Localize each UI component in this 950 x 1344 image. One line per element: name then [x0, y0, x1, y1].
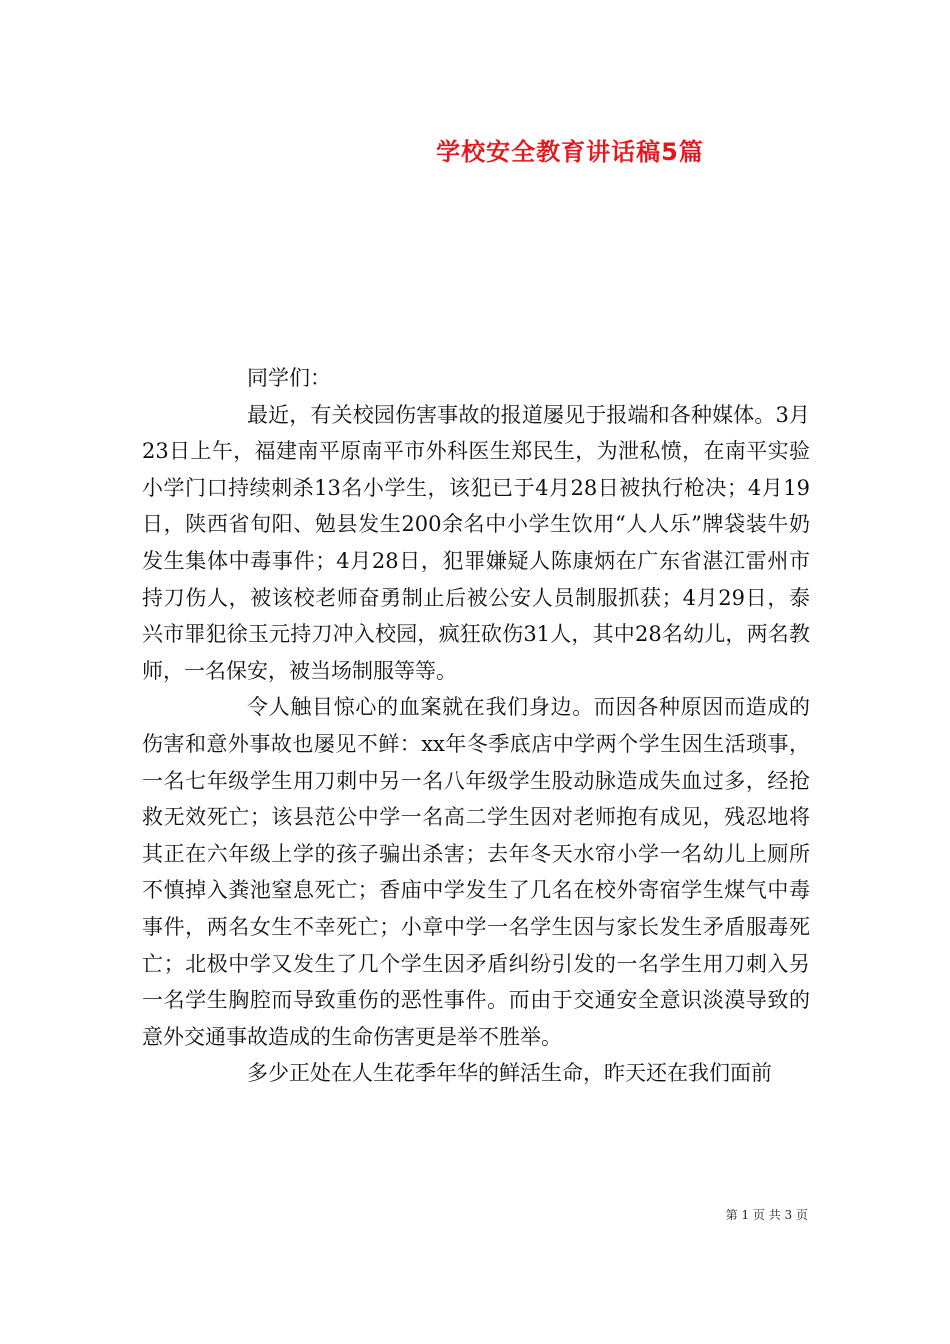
- document-body: [142, 360, 810, 1092]
- paragraph-3: 多少正处在人生花季年华的鲜活生命，昨天还在我们面前: [247, 1061, 772, 1086]
- document-title: 学校安全教育讲话稿5篇: [436, 138, 704, 166]
- page-number: 第 1 页 共 3 页: [725, 1208, 808, 1222]
- paragraph-1: 最近，有关校园伤害事故的报道屡见于报端和各种媒体。3月23日上午，福建南平原南平市外科医生郑民生，为泄私愤，在南平实验小学门口持续刺杀13名小学生，该犯已于4月28日被执行枪决；4月19日，陕西省旬阳、勉县发生200余名中小学生饮用“人人乐”牌袋装牛奶发生集体中毒事件；4月28日，犯罪嫌疑人陈康炳在广东省湛江雷州市持刀伤人，被该校老师奋勇制止后被公安人员制服抓获；4月29日，泰兴市罪犯徐玉元持刀冲入校园，疯狂砍伤31人，其中28名幼儿，两名教师，一名保安，被当场制服等等。: [142, 402, 810, 683]
- paragraph-2: 令人触目惊心的血案就在我们身边。而因各种原因而造成的伤害和意外事故也屡见不鲜：xx年冬季底店中学两个学生因生活琐事，一名七年级学生用刀刺中另一名八年级学生股动脉造成失血过多，经抢救无效死亡；该县范公中学一名高二学生因对老师抱有成见，残忍地将其正在六年级上学的孩子骗出杀害；去年冬天水帘小学一名幼儿上厕所不慎掉入粪池窒息死亡；香庙中学发生了几名在校外寄宿学生煤气中毒事件，两名女生不幸死亡；小章中学一名学生因与家长发生矛盾服毒死亡；北极中学又发生了几个学生因矛盾纠纷引发的一名学生用刀刺入另一名学生胸腔而导致重伤的恶性事件。而由于交通安全意识淡漠导致的意外交通事故造成的生命伤害更是举不胜举。: [142, 695, 810, 1049]
- salutation: 同学们：: [247, 366, 331, 390]
